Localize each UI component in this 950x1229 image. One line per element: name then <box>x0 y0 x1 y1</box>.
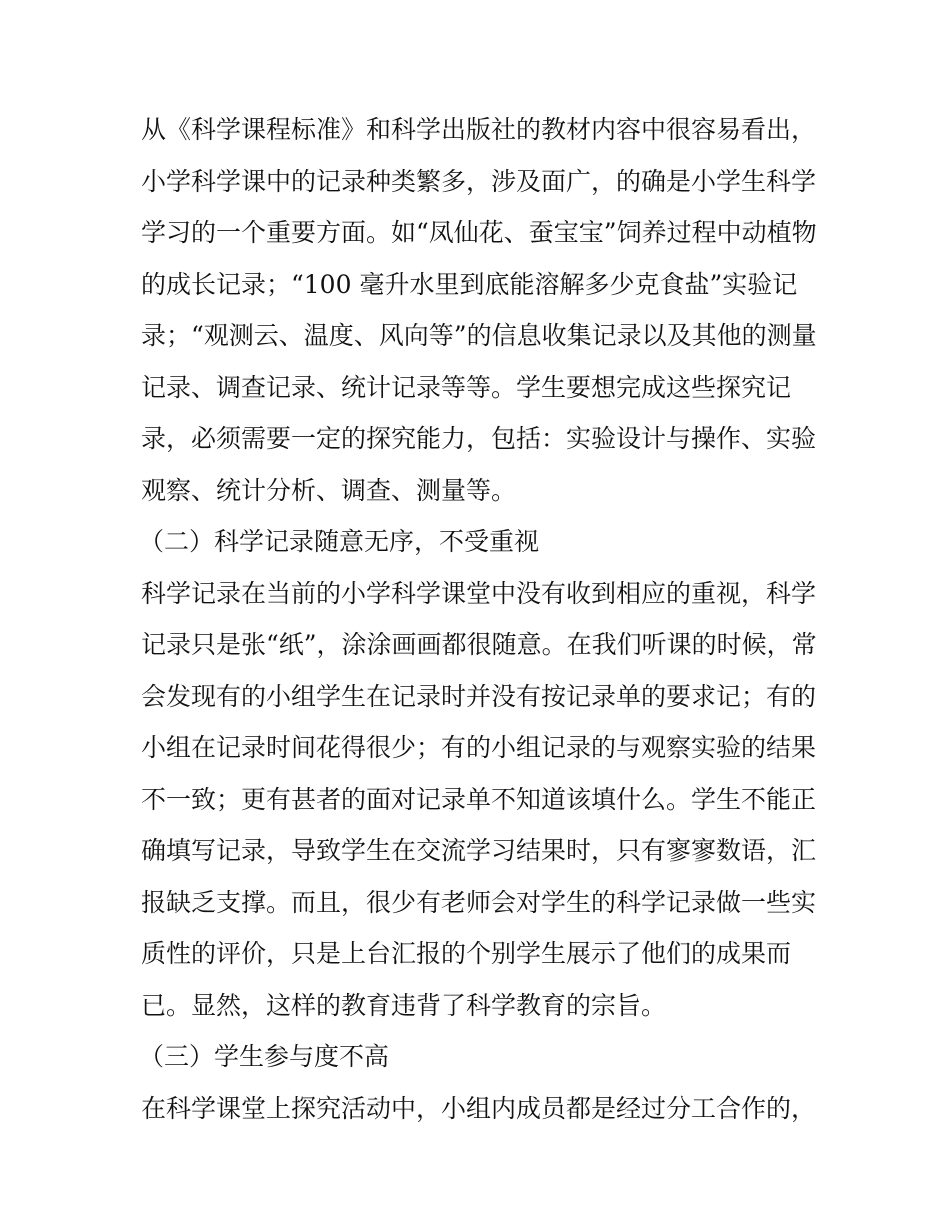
text-line: 观察、统计分析、调查、测量等。 <box>141 475 517 505</box>
text-line: 小学科学课中的记录种类繁多，涉及面广，的确是小学生科学 <box>141 166 817 196</box>
text-line: 不一致；更有甚者的面对记录单不知道该填什么。学生不能正 <box>141 784 817 814</box>
section-heading: （三）学生参与度不高 <box>139 1042 390 1071</box>
text-line: 会发现有的小组学生在记录时并没有按记录单的要求记；有的 <box>141 681 817 711</box>
text-line: 质性的评价，只是上台汇报的个别学生展示了他们的成果而 <box>141 939 792 968</box>
text-line: 录；“观测云、温度、风向等”的信息收集记录以及其他的测量 <box>141 321 817 350</box>
text-line: 记录只是张“纸”，涂涂画画都很随意。在我们听课的时候，常 <box>141 630 817 659</box>
text-line: 学习的一个重要方面。如“凤仙花、蚕宝宝”饲养过程中动植物 <box>141 218 817 247</box>
text-line: 报缺乏支撑。而且，很少有老师会对学生的科学记录做一些实 <box>141 887 817 917</box>
text-line: 小组在记录时间花得很少；有的小组记录的与观察实验的结果 <box>141 733 817 762</box>
text-line: 在科学课堂上探究活动中，小组内成员都是经过分工合作的， <box>141 1093 817 1123</box>
text-line: 的成长记录；“100 毫升水里到底能溶解多少克食盐”实验记 <box>141 269 798 299</box>
text-line: 科学记录在当前的小学科学课堂中没有收到相应的重视，科学 <box>141 578 817 608</box>
text-line: 从《科学课程标准》和科学出版社的教材内容中很容易看出， <box>141 115 817 144</box>
text-line: 确填写记录，导致学生在交流学习结果时，只有寥寥数语，汇 <box>141 836 817 865</box>
section-heading: （二）科学记录随意无序，不受重视 <box>139 527 540 556</box>
text-line: 录，必须需要一定的探究能力，包括：实验设计与操作、实验 <box>141 424 817 453</box>
body-text <box>141 104 821 1134</box>
text-line: 已。显然，这样的教育违背了科学教育的宗旨。 <box>141 990 667 1020</box>
text-line: 记录、调查记录、统计记录等等。学生要想完成这些探究记 <box>141 372 792 402</box>
